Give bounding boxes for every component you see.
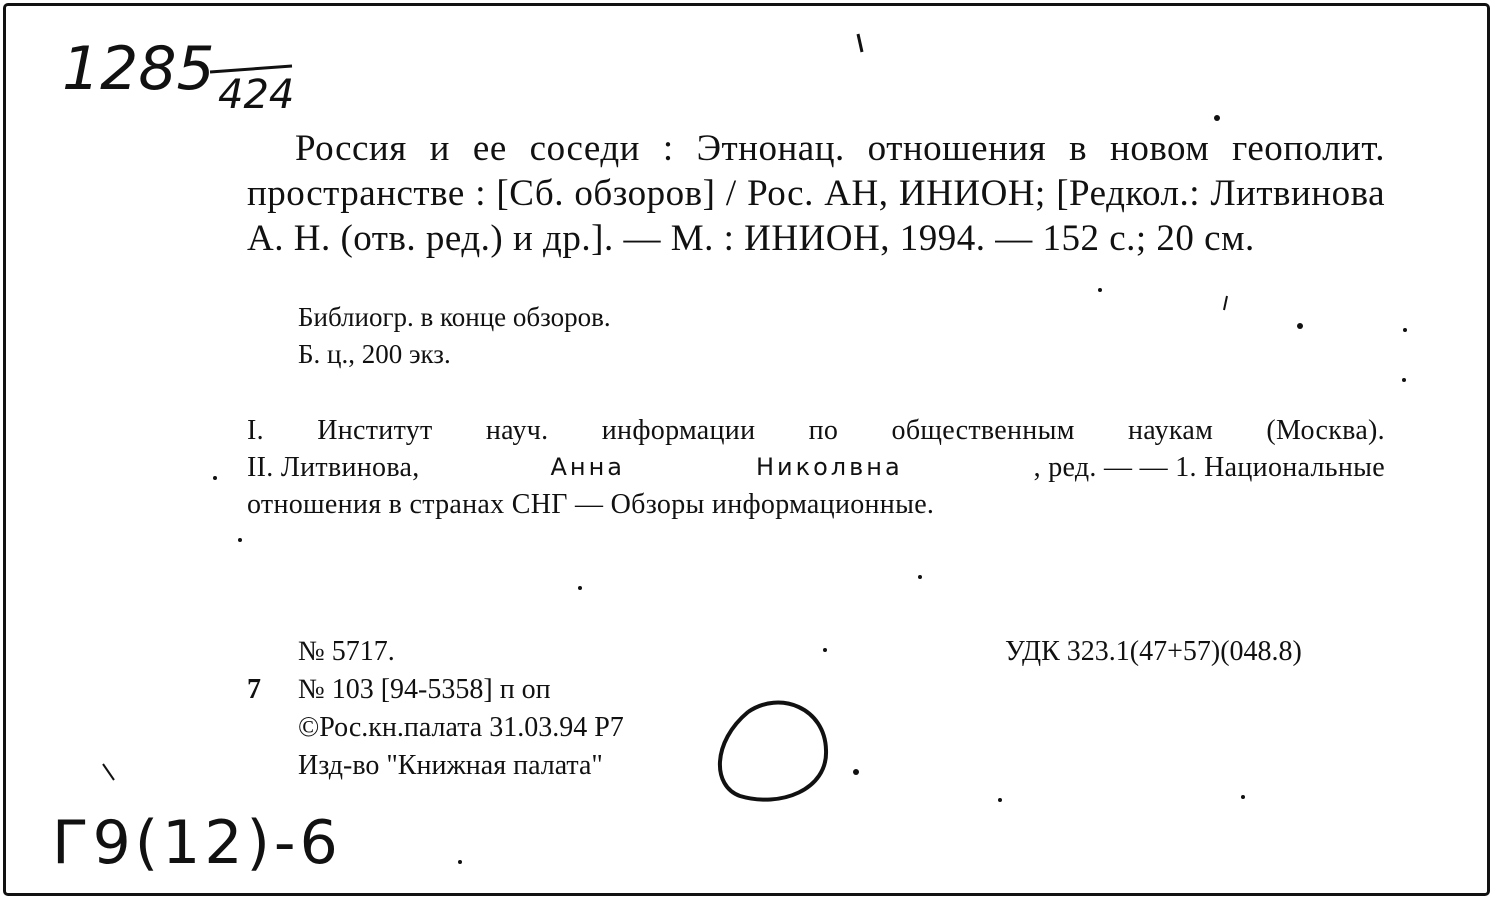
row-prefix: 7 (247, 674, 261, 705)
stamp-circle-icon (720, 703, 826, 800)
subject-line-3: отношения в странах СНГ — Обзоры информационные. (247, 489, 935, 520)
handwritten-underline (210, 66, 292, 72)
price-note: Б. ц., 200 экз. (298, 339, 451, 369)
handwritten-classification: Г9(12)-6 (52, 808, 342, 878)
publisher-line: Изд-во "Книжная палата" (298, 750, 603, 781)
dust-specks (213, 115, 1407, 864)
handwritten-first-name: Анна (550, 453, 625, 481)
entry-title: Россия и ее соседи : Этнонац. отношения в новом геополит. пространстве : [Сб. обзоров] / Рос. АН, ИНИОН; [Редкол.: Литвинова А. Н. (отв. ред.) и др.]. — М. : ИНИОН, 1994. — 152 с.; 20 см. (247, 128, 1385, 259)
order-number: № 103 [94-5358] п оп (298, 674, 551, 705)
subject-role: , ред. — — 1. Национальные (1033, 452, 1385, 483)
subject-author: II. Литвинова, (247, 452, 420, 483)
subject-line-1: I. Институт науч. информации по общественным наукам (Москва). (247, 415, 1385, 446)
handwritten-patronymic: Николвна (755, 453, 903, 481)
handwritten-card-number: 1285 (62, 34, 215, 104)
bibliography-note: Библиогр. в конце обзоров. (298, 302, 611, 332)
udk-code: УДК 323.1(47+57)(048.8) (1005, 636, 1302, 667)
book-chamber-line: ©Рос.кн.палата 31.03.94 Р7 (298, 712, 624, 743)
card-number: № 5717. (298, 636, 395, 667)
handwritten-sub-number: 424 (218, 72, 295, 118)
